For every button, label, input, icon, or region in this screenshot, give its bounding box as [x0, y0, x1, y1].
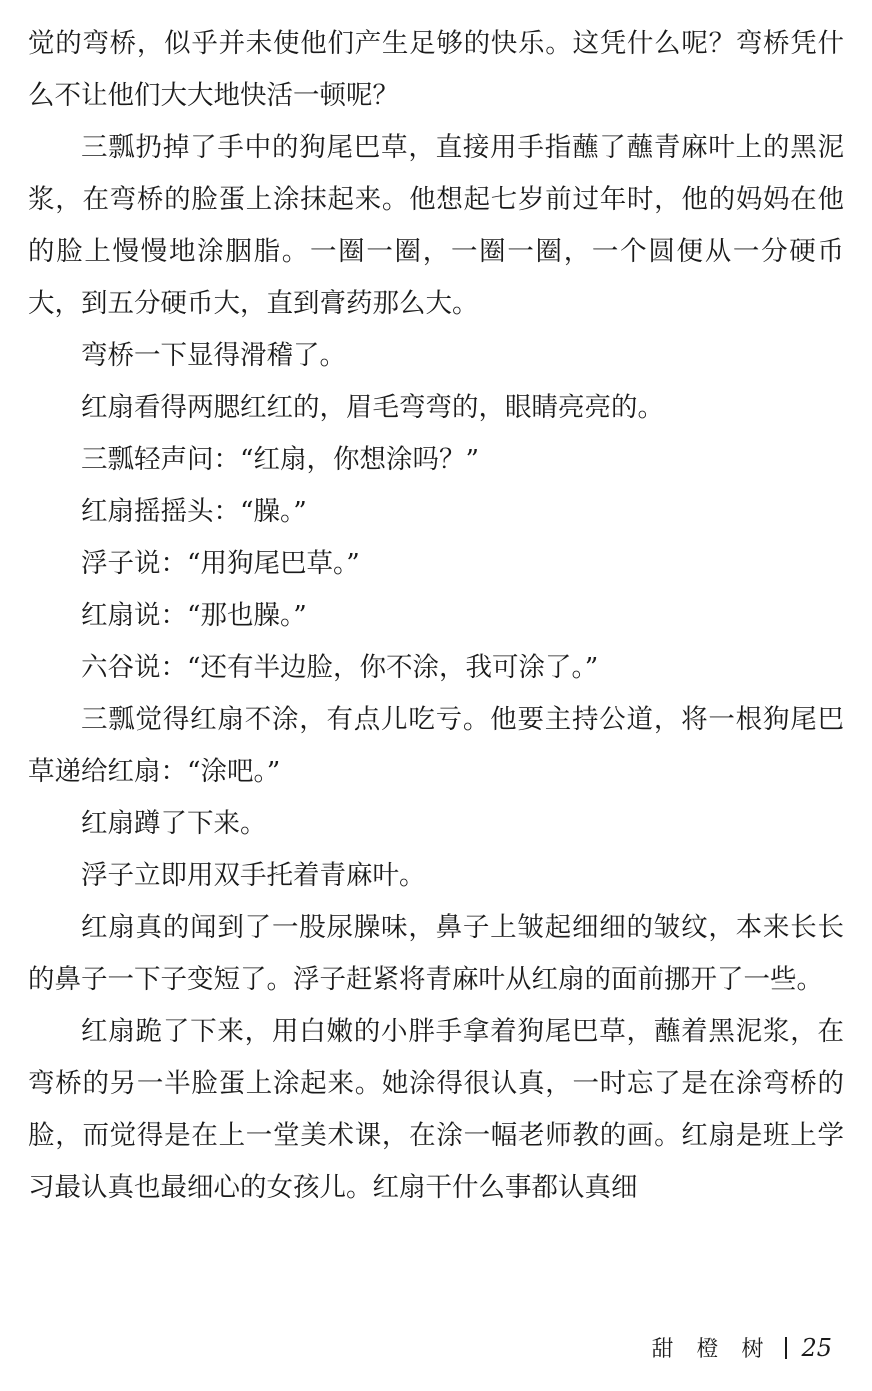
paragraph: 红扇看得两腮红红的，眉毛弯弯的，眼睛亮亮的。 [81, 392, 664, 423]
paragraph: 红扇真的闻到了一股尿臊味，鼻子上皱起细细的皱纹，本来长长的鼻子一下子变短了。浮子赶紧将青麻叶从红扇的面前挪开了一些。 [28, 912, 844, 995]
body-text [28, 18, 844, 1214]
paragraph: 三瓢觉得红扇不涂，有点儿吃亏。他要主持公道，将一根狗尾巴草递给红扇：“涂吧。” [28, 704, 844, 787]
running-title: 甜 橙 树 [651, 1337, 772, 1362]
paragraph: 弯桥一下显得滑稽了。 [81, 340, 346, 371]
paragraph: 红扇说：“那也臊。” [81, 600, 307, 631]
paragraph: 三瓢扔掉了手中的狗尾巴草，直接用手指蘸了蘸青麻叶上的黑泥浆，在弯桥的脸蛋上涂抹起来。他想起七岁前过年时，他的妈妈在他的脸上慢慢地涂胭脂。一圈一圈，一圈一圈，一个圆便从一分硬币大，到五分硬币大，直到膏药那么大。 [28, 132, 844, 319]
page-number: 25 [801, 1333, 832, 1362]
paragraph: 浮子说：“用狗尾巴草。” [81, 548, 360, 579]
paragraph: 三瓢轻声问：“红扇，你想涂吗？” [81, 444, 480, 475]
paragraph: 浮子立即用双手托着青麻叶。 [81, 860, 426, 891]
paragraph: 红扇蹲了下来。 [81, 808, 267, 839]
paragraph: 觉的弯桥，似乎并未使他们产生足够的快乐。这凭什么呢？弯桥凭什么不让他们大大地快活一顿呢？ [28, 28, 844, 111]
paragraph: 六谷说：“还有半边脸，你不涂，我可涂了。” [81, 652, 599, 683]
footer-divider [785, 1337, 787, 1359]
paragraph: 红扇跪了下来，用白嫩的小胖手拿着狗尾巴草，蘸着黑泥浆，在弯桥的另一半脸蛋上涂起来。她涂得很认真，一时忘了是在涂弯桥的脸，而觉得是在上一堂美术课，在涂一幅老师教的画。红扇是班上学习最认真也最细心的女孩儿。红扇干什么事都认真细 [28, 1016, 844, 1203]
page-footer [651, 1332, 832, 1363]
paragraph: 红扇摇摇头：“臊。” [81, 496, 307, 527]
